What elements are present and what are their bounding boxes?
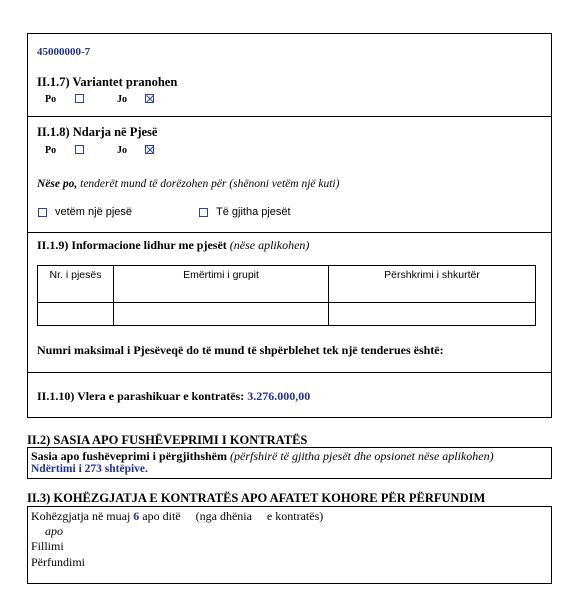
lots-if-yes-note: (shënoni vetëm një kuti): [229, 178, 340, 190]
table-cell[interactable]: [114, 303, 329, 326]
col-short-description: Përshkrimi i shkurtër: [329, 266, 536, 303]
col-group-name: Emërtimi i grupit: [114, 266, 329, 303]
duration-start-label: Fillimi: [31, 539, 64, 553]
value-label: II.1.10) Vlera e parashikuar e kontratës:: [37, 389, 245, 403]
lots-no-label: Jo: [117, 145, 127, 156]
lot-info-title: II.1.9) Informacione lidhur me pjesët: [37, 238, 227, 252]
duration-suffix: (nga dhënia e kontratës): [195, 509, 324, 523]
divider: [27, 116, 552, 117]
lots-table: [37, 265, 536, 326]
table-cell[interactable]: [329, 303, 536, 326]
lots-no-checkbox[interactable]: [145, 145, 154, 154]
lots-if-yes-text: tenderët mund të dorëzohen për: [77, 178, 230, 190]
table-row: [38, 303, 536, 326]
option-one-lot-checkbox[interactable]: [38, 208, 47, 217]
scope-heading: II.2) SASIA APO FUSHËVEPRIMI I KONTRATËS: [27, 433, 308, 447]
variants-yes-label: Po: [45, 94, 57, 105]
cpv-code: 45000000-7: [37, 46, 91, 58]
variants-no-checkbox[interactable]: [145, 94, 154, 103]
variants-yes-checkbox[interactable]: [75, 94, 84, 103]
section-frame: [27, 33, 552, 418]
variants-title: II.1.7) Variantet pranohen: [37, 75, 178, 89]
duration-end-label: Përfundimi: [31, 555, 85, 569]
lots-yes-label: Po: [45, 145, 57, 156]
lots-if-yes-lead: Nëse po,: [37, 178, 78, 190]
col-lot-number: Nr. i pjesës: [38, 266, 114, 303]
scope-note: (përfshirë të gjitha pjesët dhe opsionet nëse aplikohen): [230, 449, 494, 463]
value-line: [37, 389, 310, 404]
divider: [27, 232, 552, 233]
lot-info-heading: [37, 238, 309, 253]
table-header-row: [38, 266, 536, 303]
option-one-lot-label: vetëm një pjesë: [55, 206, 133, 218]
duration-apo: apo: [45, 524, 63, 538]
lots-if-yes-line: [37, 178, 339, 190]
duration-heading: II.3) KOHËZGJATJA E KONTRATËS APO AFATET KOHORE PËR PËRFUNDIM: [27, 491, 486, 505]
scope-label: Sasia apo fushëveprimi i përgjithshëm: [31, 449, 228, 463]
duration-mid: apo ditë: [142, 509, 181, 523]
lots-yes-checkbox[interactable]: [75, 145, 84, 154]
lots-title: II.1.8) Ndarja në Pjesë: [37, 125, 158, 139]
divider: [27, 372, 552, 373]
variants-no-label: Jo: [117, 94, 127, 105]
max-lots-text: Numri maksimal i Pjesëveqë do të mund të shpërblehet tek një tenderues është:: [37, 343, 444, 357]
duration-line: [31, 509, 323, 524]
option-all-lots-checkbox[interactable]: [199, 208, 208, 217]
option-all-lots-label: Të gjitha pjesët: [216, 206, 291, 218]
scope-value: Ndërtimi i 273 shtëpive.: [31, 463, 148, 475]
table-cell[interactable]: [38, 303, 114, 326]
value-amount: 3.276.000,00: [247, 389, 311, 403]
duration-months: 6: [133, 509, 140, 523]
duration-prefix: Kohëzgjatja në muaj: [31, 509, 131, 523]
scope-line: [31, 449, 494, 464]
lot-info-note: (nëse aplikohen): [229, 238, 310, 252]
